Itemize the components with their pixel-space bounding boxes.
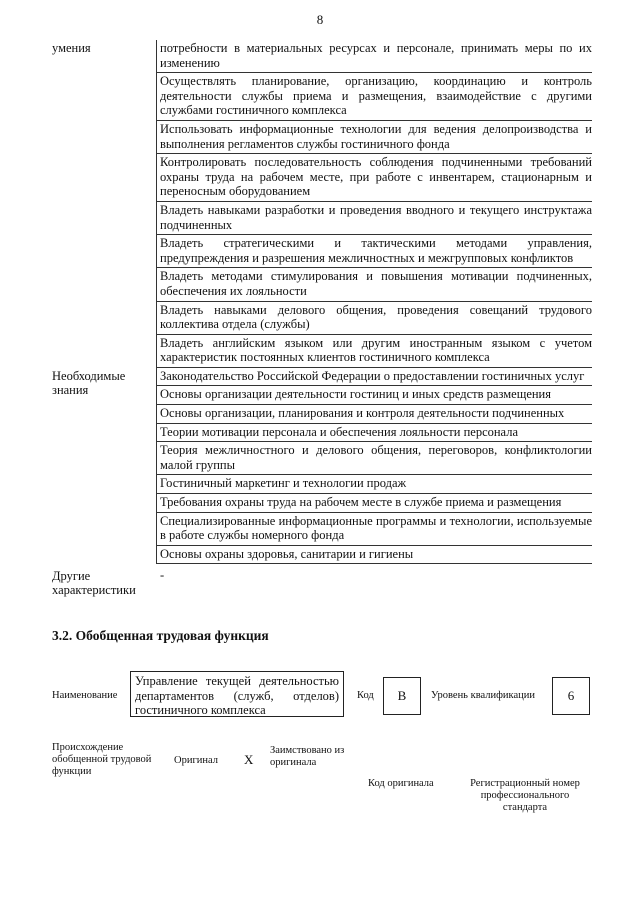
other-row	[52, 568, 592, 597]
list-item: Основы организации, планирования и контроля деятельности подчиненных	[156, 405, 592, 424]
list-item: Основы организации деятельности гостиниц и иных средств размещения	[156, 386, 592, 405]
skills-label	[52, 40, 156, 368]
knowledge-row	[52, 368, 592, 565]
list-item: потребности в материальных ресурсах и персонале, принимать меры по их изменению	[156, 40, 592, 73]
original-mark: X	[244, 752, 254, 767]
original-label: Оригинал	[174, 755, 218, 766]
level-label: Уровень квалификации	[431, 690, 536, 701]
name-label: Наименование	[52, 690, 118, 701]
list-item: Законодательство Российской Федерации о предоставлении гостиничных услуг	[156, 368, 592, 387]
list-item: Владеть английским языком или другим иностранным языком с учетом характеристик постоянных клиентов гостиничного комплекса	[156, 335, 592, 368]
registration-number-label: Регистрационный номер профессионального стандарта	[470, 778, 580, 813]
list-item: Теории мотивации персонала и обеспечения лояльности персонала	[156, 424, 592, 443]
original-code-label: Код оригинала	[368, 778, 434, 789]
competency-table	[52, 40, 592, 597]
list-item: Владеть стратегическими и тактическими методами управления, предупреждения и разрешения межличностных и межгрупповых конфликтов	[156, 235, 592, 268]
level-value-box: 6	[552, 677, 590, 715]
list-item: Основы охраны здоровья, санитарии и гигиены	[156, 546, 592, 565]
page-number: 8	[316, 12, 324, 27]
skills-row	[52, 40, 592, 368]
list-item: Владеть методами стимулирования и повышения мотивации подчиненных, обеспечения их лояльности	[156, 268, 592, 301]
list-item: Осуществлять планирование, организацию, координацию и контроль деятельности службы приема и размещения, взаимодействие с другими службами гостиничного комплекса	[156, 73, 592, 121]
list-item: Специализированные информационные программы и технологии, используемые в работе службы номерного фонда	[156, 513, 592, 546]
knowledge-list	[156, 368, 592, 565]
list-item: Использовать информационные технологии для ведения делопроизводства и выполнения регламентов службы гостиничного фонда	[156, 121, 592, 154]
list-item: Владеть навыками делового общения, проведения совещаний трудового коллектива отдела (службы)	[156, 302, 592, 335]
other-label-text: Другие характеристики	[52, 569, 136, 598]
code-label: Код	[357, 690, 374, 701]
skills-list	[156, 40, 592, 368]
borrowed-label: Заимствовано из оригинала	[270, 745, 345, 768]
knowledge-label	[52, 368, 156, 565]
section-title: 3.2. Обобщенная трудовая функция	[52, 628, 269, 643]
skills-label-text: умения	[52, 41, 91, 55]
code-value-box: B	[383, 677, 421, 715]
list-item: Теория межличностного и делового общения, переговоров, конфликтологии малой группы	[156, 442, 592, 475]
other-label	[52, 568, 156, 597]
list-item: Контролировать последовательность соблюдения подчиненными требований охраны труда на рабочем месте, при работе с инвентарем, стационарным и переносным оборудованием	[156, 154, 592, 202]
list-item: Гостиничный маркетинг и технологии продаж	[156, 475, 592, 494]
knowledge-label-text: Необходимые знания	[52, 368, 126, 397]
list-item: Требования охраны труда на рабочем месте в службе приема и размещения	[156, 494, 592, 513]
name-value-box: Управление текущей деятельностью департаментов (служб, отделов) гостиничного комплекса	[130, 671, 344, 717]
origin-label: Происхождение обобщенной трудовой функции	[52, 742, 152, 777]
list-item: Владеть навыками разработки и проведения вводного и текущего инструктажа подчиненных	[156, 202, 592, 235]
other-value: -	[160, 568, 165, 583]
